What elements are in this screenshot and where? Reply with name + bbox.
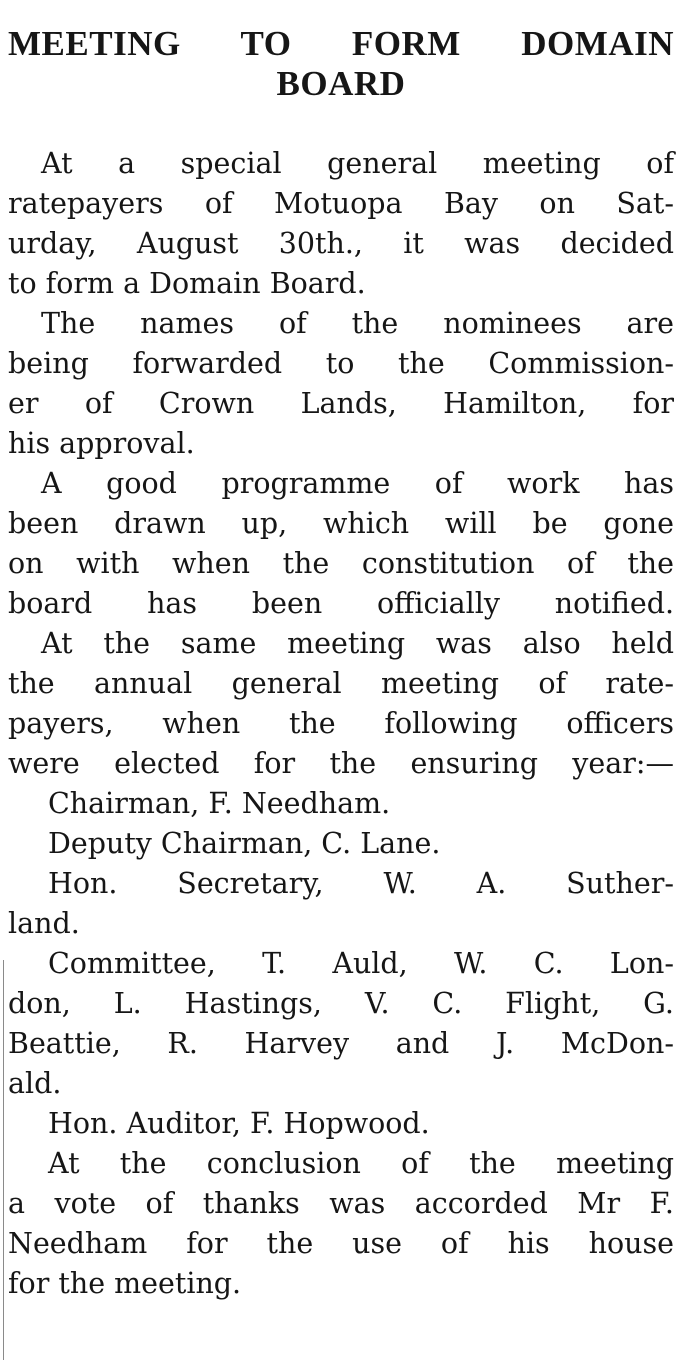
paragraph-line: A good programme of work has xyxy=(41,467,674,500)
newspaper-article xyxy=(8,24,674,1304)
paragraph-line: Needham for the use of his house xyxy=(8,1227,674,1260)
paragraph-line: been drawn up, which will be gone xyxy=(8,507,674,540)
paragraph-line: At a special general meeting of xyxy=(41,147,674,180)
headline-line-2: BOARD xyxy=(276,64,406,103)
paragraph-line: the annual general meeting of rate- xyxy=(8,667,674,700)
paragraph-line: were elected for the ensuring year:— xyxy=(8,747,674,780)
paragraph-line: his approval. xyxy=(8,427,195,460)
officer-secretary-cont: land. xyxy=(8,907,80,940)
committee-line: Committee, T. Auld, W. C. Lon- xyxy=(48,947,674,980)
paragraph-line: er of Crown Lands, Hamilton, for xyxy=(8,387,674,420)
paragraph-line: for the meeting. xyxy=(8,1267,242,1300)
committee-line: don, L. Hastings, V. C. Flight, G. xyxy=(8,987,674,1020)
column-margin-rule xyxy=(3,960,4,1360)
article-body xyxy=(8,144,674,1304)
headline xyxy=(8,24,674,104)
officer-deputy-chairman: Deputy Chairman, C. Lane. xyxy=(48,827,441,860)
committee-line: ald. xyxy=(8,1067,62,1100)
officer-secretary: Hon. Secretary, W. A. Suther- xyxy=(48,867,674,900)
paragraph-line: payers, when the following officers xyxy=(8,707,674,740)
headline-line-1: MEETING TO FORM DOMAIN xyxy=(8,24,674,63)
officer-auditor: Hon. Auditor, F. Hopwood. xyxy=(48,1107,430,1140)
officer-chairman: Chairman, F. Needham. xyxy=(48,787,391,820)
paragraph-line: to form a Domain Board. xyxy=(8,267,366,300)
committee-line: Beattie, R. Harvey and J. McDon- xyxy=(8,1027,674,1060)
paragraph-line: being forwarded to the Commission- xyxy=(8,347,674,380)
paragraph-line: urday, August 30th., it was decided xyxy=(8,227,674,260)
paragraph-line: board has been officially notified. xyxy=(8,587,674,620)
paragraph-line: The names of the nominees are xyxy=(41,307,674,340)
paragraph-line: ratepayers of Motuopa Bay on Sat- xyxy=(8,187,674,220)
paragraph-line: on with when the constitution of the xyxy=(8,547,674,580)
paragraph-line: a vote of thanks was accorded Mr F. xyxy=(8,1187,674,1220)
paragraph-line: At the conclusion of the meeting xyxy=(48,1147,674,1180)
paragraph-line: At the same meeting was also held xyxy=(41,627,674,660)
